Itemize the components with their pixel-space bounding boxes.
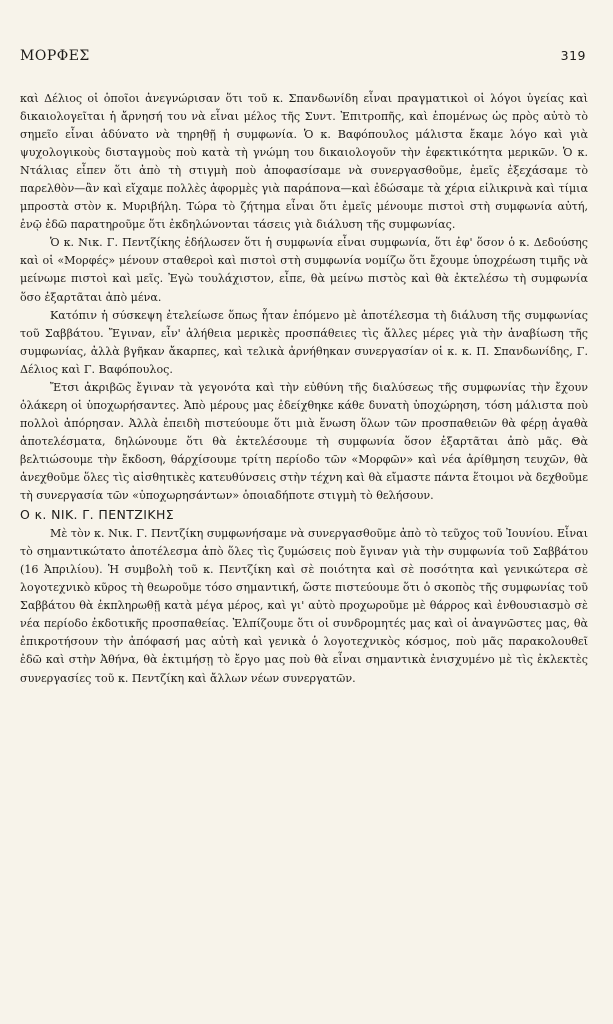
paragraph: καὶ Δέλιος οἱ ὁποῖοι ἀνεγνώρισαν ὅτι τοῦ κ. Σπανδωνίδη εἶναι πραγματικοὶ οἱ λόγοι ὑγείας καὶ δικαιολογεῖται ἡ ἄρνησή του νὰ εἶναι μέλος τῆς Συντ. Ἐπιτροπῆς, καὶ ἑπομένως ὡς πρὸς αὐτὸ τὸ σημεῖο εἶναι ἀδύνατο νὰ τηρηθῇ ἡ συμφωνία. Ὁ κ. Βαφόπουλος μάλιστα ἔκαμε λόγο καὶ γιὰ ψυχολογικοὺς δισταγμοὺς ποὺ κατὰ τὴ γνώμη του δικαιολογοῦν τὴν ἐφεκτικότητα μερικῶν. Ὁ κ. Ντάλιας εἶπεν ὅτι ἀπὸ τὴ στιγμὴ ποὺ ἀποφασίσαμε νὰ συνεργασθοῦμε, ἐμεῖς ἐξεχάσαμε τὸ παρελθὸν—ἂν καὶ εἴχαμε πολλὲς ἀφορμὲς γιὰ παράπονα—καὶ ἐδώσαμε τὰ χέρια εἰλικρινὰ καὶ τίμια μπροστὰ στὸν κ. Μυριβήλη. Τώρα τὸ ζήτημα εἶναι ὅτι ἐμεῖς μένουμε πιστοὶ στὴ συμφωνία αὐτή, ἐνῷ ἐδῶ παρατηροῦμε ὅτι ἐκδηλώνονται τάσεις γιὰ διάλυση τῆς συμφωνίας. bbox=[20, 92, 588, 232]
page-number: 319 bbox=[560, 48, 586, 63]
paragraph: Κατόπιν ἡ σύσκεψη ἐτελείωσε ὅπως ἦταν ἑπόμενο μὲ ἀποτέλεσμα τὴ διάλυση τῆς συμφωνίας τοῦ Σαββάτου. Ἔγιναν, εἶν' ἀλήθεια μερικὲς προσπάθειες τὶς ἄλλες μέρες γιὰ τὴν ἀναβίωση τῆς συμφωνίας, ἀλλὰ βγῆκαν ἄκαρπες, καὶ τελικὰ ἀρνήθηκαν συνεργασίαν οἱ κ. κ. Π. Σπανδωνίδης, Γ. Δέλιος καὶ Γ. Βαφόπουλος. bbox=[20, 308, 588, 376]
page-header bbox=[20, 48, 594, 64]
paragraph: Ἔτσι ἀκριβῶς ἔγιναν τὰ γεγονότα καὶ τὴν εὐθύνη τῆς διαλύσεως τῆς συμφωνίας τὴν ἔχουν ὁλάκερη οἱ ὑποχωρήσαντες. Ἀπὸ μέρους μας ἐδείχθηκε κάθε δυνατὴ ὑποχώρηση, τόση μάλιστα ποὺ πολλοὶ ἀπόρησαν. Ἀλλὰ ἐπειδὴ πιστεύουμε ὅτι μιὰ ἕνωση ὅλων τῶν προσπαθειῶν θὰ φέρῃ ἀγαθὰ ἀποτελέσματα, δηλώνουμε ὅτι θὰ ἐκτελέσουμε τὴ συμφωνία ὅσον ἐξαρτᾶται ἀπὸ μᾶς. Θὰ βελτιώσουμε τὴν ἔκδοση, θάρχίσουμε τρίτη περίοδο τῶν «Μορφῶν» καὶ νέα ἀρίθμηση τευχῶν, θὰ ἀνεχθοῦμε ὅλες τὶς αἰσθητικὲς κατευθύνσεις στὴν τέχνη καὶ θὰ εἴμαστε πάντα ἕτοιμοι νὰ δεχθοῦμε τὴ συνεργασία τῶν «ὑποχωρησάντων» ὁποιαδήποτε στιγμὴ τὸ θελήσουν. bbox=[20, 380, 588, 503]
paragraph: Ὁ κ. Νικ. Γ. Πεντζίκης ἐδήλωσεν ὅτι ἡ συμφωνία εἶναι συμφωνία, ὅτι ἐφ' ὅσον ὁ κ. Δεδούσης καὶ οἱ «Μορφές» μένουν σταθεροὶ καὶ πιστοὶ στὴ συμφωνία νομίζω ὅτι ἔχουμε ὑποχρέωση τιμῆς νὰ μείνωμε πιστοὶ καὶ μεῖς. Ἐγὼ τουλάχιστον, εἶπε, θὰ μείνω πιστὸς καὶ θὰ ἐκτελέσω τὴ συμφωνία ὅσο ἐξαρτᾶται ἀπὸ μένα. bbox=[20, 236, 588, 304]
running-title: ΜΟΡΦΕΣ bbox=[20, 48, 90, 64]
section-heading: Ο κ. ΝΙΚ. Γ. ΠΕΝΤΖΙΚΗΣ bbox=[20, 507, 175, 523]
paragraph: Μὲ τὸν κ. Νικ. Γ. Πεντζίκη συμφωνήσαμε νὰ συνεργασθοῦμε ἀπὸ τὸ τεῦχος τοῦ Ἰουνίου. Εἶναι τὸ σημαντικώτατο ἀποτέλεσμα ἀπὸ ὅλες τὶς ζυμώσεις ποὺ ἔγιναν γιὰ τὴν συμφωνία τοῦ Σαββάτου (16 Ἀπριλίου). Ἡ συμβολὴ τοῦ κ. Πεντζίκη καὶ σὲ ποιότητα καὶ σὲ ποσότητα καὶ γενικώτερα σὲ λογοτεχνικὸ κῦρος τὴ θεωροῦμε τόσο σημαντική, ὥστε πιστεύουμε ὅτι ὁ σκοπὸς τῆς συμφωνίας τοῦ Σαββάτου θὰ ἐκπληρωθῇ κατὰ μέγα μέρος, καὶ γι' αὐτὸ προχωροῦμε μὲ θάρρος καὶ ἐνθουσιασμὸ σὲ νέα περίοδο ἐκδοτικῆς προσπαθείας. Ἐλπίζουμε ὅτι οἱ συνδρομητές μας καὶ οἱ ἀναγνῶστες μας, θὰ ἐπικροτήσουν τὴν ἀπόφασή μας αὐτὴ καὶ γενικὰ ὁ λογοτεχνικὸς κόσμος, ποὺ μᾶς παρακολουθεῖ ἐδῶ καὶ στὴν Ἀθήνα, θὰ ἐκτιμήσῃ τὸ ἔργο μας ποὺ θὰ εἶναι σημαντικὰ ἐνισχυμένο μὲ τὶς ἐκλεκτὲς συνεργασίες τοῦ κ. Πεντζίκη καὶ ἄλλων νέων συνεργατῶν. bbox=[20, 527, 588, 685]
article-body bbox=[20, 90, 588, 688]
